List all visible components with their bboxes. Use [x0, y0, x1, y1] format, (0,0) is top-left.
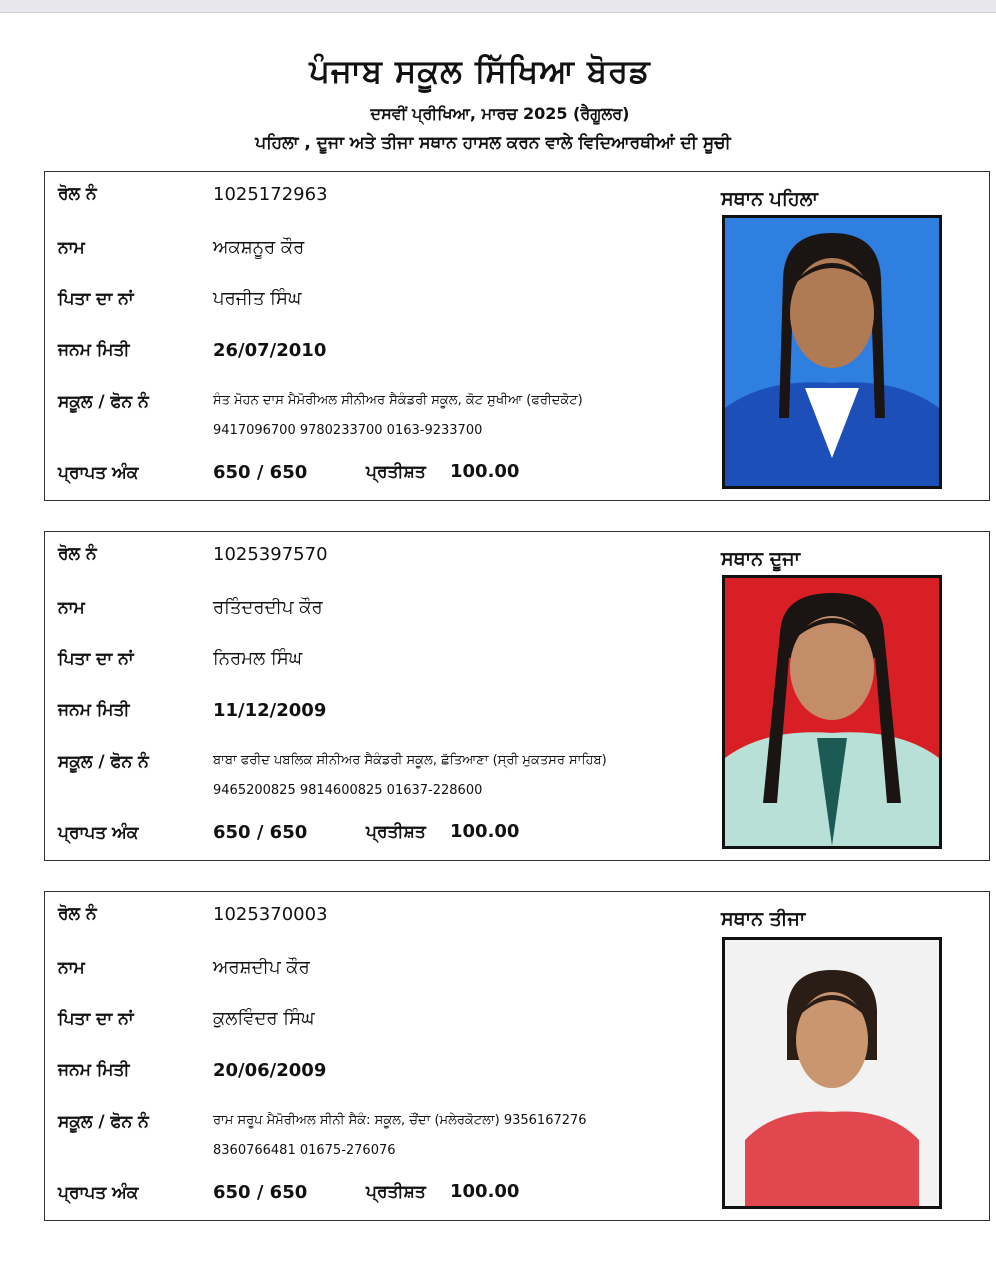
school-phone-label: ਸਕੂਲ / ਫੋਨ ਨੰ: [58, 1112, 149, 1132]
percentage-label: ਪ੍ਰਤੀਸ਼ਤ: [366, 1182, 426, 1202]
percentage-value: 100.00: [450, 461, 520, 482]
phone-value: 8360766481 01675-276076: [213, 1143, 396, 1158]
percentage-label: ਪ੍ਰਤੀਸ਼ਤ: [366, 462, 426, 482]
roll-no-label: ਰੋਲ ਨੰ: [58, 904, 97, 924]
dob-value: 20/06/2009: [213, 1060, 327, 1081]
board-title: ਪੰਜਾਬ ਸਕੂਲ ਸਿੱਖਿਆ ਬੋਰਡ: [309, 52, 651, 90]
rank-label: ਸਥਾਨ ਦੂਜਾ: [721, 548, 801, 570]
marks-label: ਪ੍ਰਾਪਤ ਅੰਕ: [58, 823, 139, 843]
name-label: ਨਾਮ: [58, 958, 85, 978]
dob-label: ਜਨਮ ਮਿਤੀ: [58, 1060, 130, 1080]
dob-value: 26/07/2010: [213, 340, 327, 361]
phone-value: 9465200825 9814600825 01637-228600: [213, 783, 483, 798]
student-photo: [722, 575, 942, 849]
top-bar: [0, 0, 996, 13]
school-phone-label: ਸਕੂਲ / ਫੋਨ ਨੰ: [58, 392, 149, 412]
photo-uniform: [745, 1112, 919, 1206]
school-value: ਸੰਤ ਮੋਹਨ ਦਾਸ ਮੈਮੋਰੀਅਲ ਸੀਨੀਅਰ ਸੈਕੰਡਰੀ ਸਕੂਲ, ਕੋਟ ਸੁਖੀਆ (ਫਰੀਦਕੋਟ): [213, 393, 583, 408]
student-card-first: [44, 171, 990, 501]
father-name-label: ਪਿਤਾ ਦਾ ਨਾਂ: [58, 1009, 134, 1029]
roll-no-value: 1025397570: [213, 544, 328, 565]
marks-label: ਪ੍ਰਾਪਤ ਅੰਕ: [58, 463, 139, 483]
percentage-value: 100.00: [450, 821, 520, 842]
father-name-value: ਪਰਜੀਤ ਸਿੰਘ: [213, 288, 302, 309]
rank-label: ਸਥਾਨ ਪਹਿਲਾ: [721, 188, 818, 210]
roll-no-label: ਰੋਲ ਨੰ: [58, 544, 97, 564]
percentage-value: 100.00: [450, 1181, 520, 1202]
dob-value: 11/12/2009: [213, 700, 327, 721]
roll-no-value: 1025370003: [213, 904, 328, 925]
marks-value: 650 / 650: [213, 822, 308, 843]
school-value: ਬਾਬਾ ਫਰੀਦ ਪਬਲਿਕ ਸੀਨੀਅਰ ਸੈਕੰਡਰੀ ਸਕੂਲ, ਛੱਤਿਆਣਾ (ਸ੍ਰੀ ਮੁਕਤਸਰ ਸਾਹਿਬ): [213, 753, 607, 768]
dob-label: ਜਨਮ ਮਿਤੀ: [58, 340, 130, 360]
roll-no-value: 1025172963: [213, 184, 328, 205]
school-value: ਰਾਮ ਸਰੂਪ ਮੈਮੋਰੀਅਲ ਸੀਨੀ ਸੈਕੰ: ਸਕੂਲ, ਚੌਂਦਾ (ਮਲੇਰਕੋਟਲਾ) 9356167276: [213, 1113, 587, 1128]
exam-subtitle: ਦਸਵੀਂ ਪ੍ਰੀਖਿਆ, ਮਾਰਚ 2025 (ਰੈਗੂਲਰ): [370, 104, 630, 123]
name-value: ਰਤਿੰਦਰਦੀਪ ਕੌਰ: [213, 597, 323, 618]
roll-no-label: ਰੋਲ ਨੰ: [58, 184, 97, 204]
marks-value: 650 / 650: [213, 1182, 308, 1203]
school-phone-label: ਸਕੂਲ / ਫੋਨ ਨੰ: [58, 752, 149, 772]
student-card-second: [44, 531, 990, 861]
percentage-label: ਪ੍ਰਤੀਸ਼ਤ: [366, 822, 426, 842]
name-value: ਅਰਸ਼ਦੀਪ ਕੌਰ: [213, 957, 310, 978]
father-name-label: ਪਿਤਾ ਦਾ ਨਾਂ: [58, 649, 134, 669]
name-value: ਅਕਸ਼ਨੂਰ ਕੌਰ: [213, 237, 305, 258]
marks-label: ਪ੍ਰਾਪਤ ਅੰਕ: [58, 1183, 139, 1203]
name-label: ਨਾਮ: [58, 238, 85, 258]
rank-label: ਸਥਾਨ ਤੀਜਾ: [721, 908, 806, 930]
student-card-third: [44, 891, 990, 1221]
phone-value: 9417096700 9780233700 0163-9233700: [213, 423, 483, 438]
dob-label: ਜਨਮ ਮਿਤੀ: [58, 700, 130, 720]
father-name-label: ਪਿਤਾ ਦਾ ਨਾਂ: [58, 289, 134, 309]
student-photo: [722, 937, 942, 1209]
father-name-value: ਨਿਰਮਲ ਸਿੰਘ: [213, 648, 303, 669]
marks-value: 650 / 650: [213, 462, 308, 483]
name-label: ਨਾਮ: [58, 598, 85, 618]
list-description: ਪਹਿਲਾ , ਦੂਜਾ ਅਤੇ ਤੀਜਾ ਸਥਾਨ ਹਾਸਲ ਕਰਨ ਵਾਲੇ ਵਿਦਿਆਰਥੀਆਂ ਦੀ ਸੂਚੀ: [255, 133, 731, 153]
student-photo: [722, 215, 942, 489]
father-name-value: ਕੁਲਵਿੰਦਰ ਸਿੰਘ: [213, 1008, 315, 1029]
